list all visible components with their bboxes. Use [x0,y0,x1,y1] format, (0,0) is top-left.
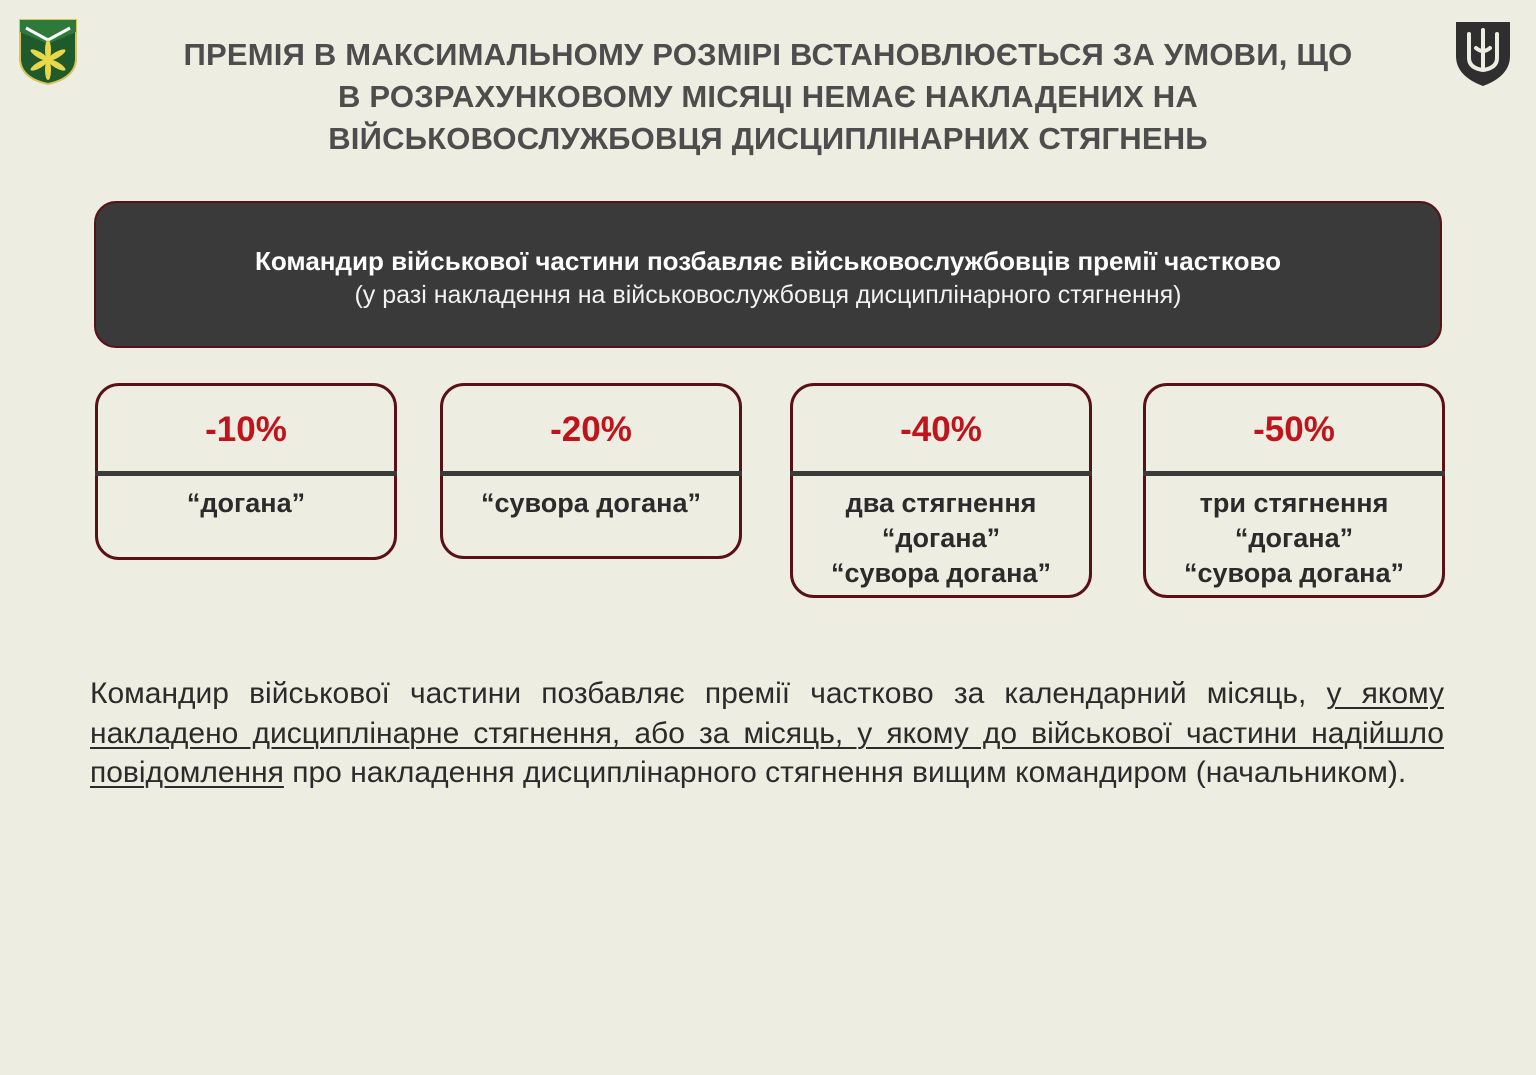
penalty-line: “сувора догана” [481,488,701,518]
title-line-3: ВІЙСЬКОВОСЛУЖБОВЦЯ ДИСЦИПЛІНАРНИХ СТЯГНЕНЬ [328,121,1208,156]
penalty-line: три стягнення [1199,488,1389,518]
card-divider [790,471,1092,476]
title-line-1: ПРЕМІЯ В МАКСИМАЛЬНОМУ РОЗМІРІ ВСТАНОВЛЮЄТЬСЯ ЗА УМОВИ, ЩО [183,37,1353,72]
explanation-paragraph [90,674,1444,793]
paragraph-text: про накладення дисциплінарного стягнення вищим командиром (начальником). [283,756,1407,789]
paragraph-underlined-text: у якому накладено дисциплінарне стягнення, або за місяць, у якому до військової частини надійшло повідомлення [90,677,1444,789]
penalty-card-50 [1143,383,1445,598]
card-divider [1143,471,1445,476]
penalty-card-10 [95,383,397,560]
penalty-description [1146,472,1442,591]
title-line-2: В РОЗРАХУНКОВОМУ МІСЯЦІ НЕМАЄ НАКЛАДЕНИХ НА [338,79,1198,114]
penalty-percent: -20% [550,410,632,449]
penalty-line: “сувора догана” [1184,558,1404,588]
card-divider [440,471,742,476]
summary-sub-text: (у разі накладення на військовослужбовця дисциплінарного стягнення) [354,281,1182,309]
penalty-description [793,472,1089,591]
penalty-line: “догана” [1234,523,1354,553]
penalty-line: “сувора догана” [831,558,1051,588]
penalty-percent: -50% [1253,410,1335,449]
penalty-description [98,472,394,521]
summary-main-text: Командир військової частини позбавляє військовослужбовців премії частково [255,246,1281,276]
card-divider [95,471,397,476]
penalty-description [443,472,739,521]
penalty-card-40 [790,383,1092,598]
penalty-percent: -40% [900,410,982,449]
penalty-line: “догана” [881,523,1001,553]
penalty-line: “догана” [186,488,306,518]
penalty-card-20 [440,383,742,559]
paragraph-text: Командир військової частини позбавляє премії частково за календарний місяць, [90,677,1327,710]
penalty-line: два стягнення [845,488,1037,518]
penalty-percent: -10% [205,410,287,449]
